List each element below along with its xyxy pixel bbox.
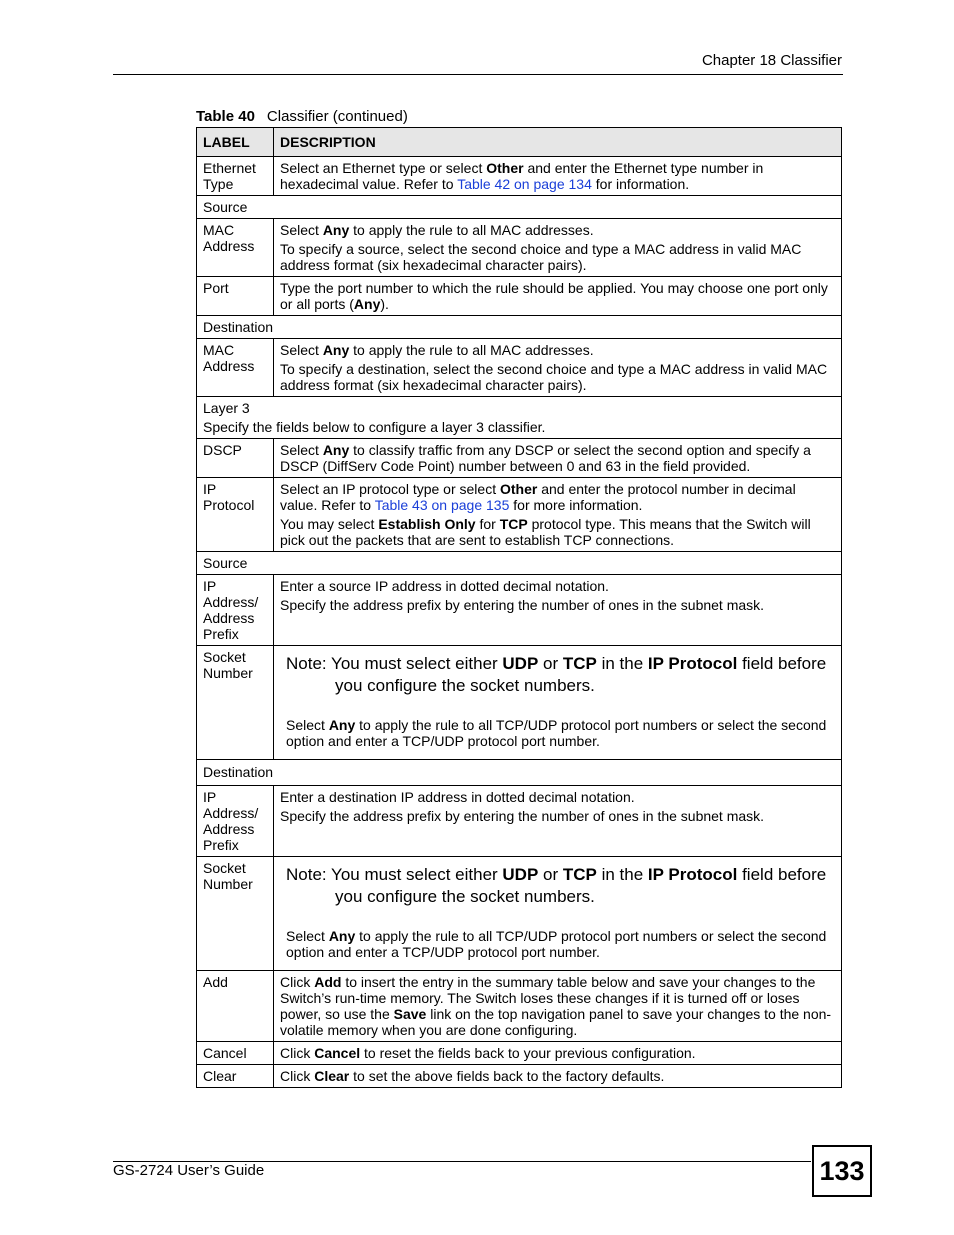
text-run: in the [596,865,648,884]
bold-term: IP Protocol [647,865,738,884]
bold-term: Add [314,974,342,990]
row-description [274,277,842,316]
text-run: to apply the rule to all TCP/UDP protocol port numbers or select the second option and enter a TCP/UDP protocol port number. [286,928,827,960]
row-label: Clear [197,1065,274,1088]
text-run: Select an IP protocol type or select [280,481,500,497]
text-run: Select an Ethernet type or select [280,160,487,176]
text-run: Click [280,1068,315,1084]
text-run: to insert the entry in the summary table below and save your changes to the Switch’s run-time memory. The Switch loses these changes if it is turned off or loses power, so use the [280,974,816,1022]
bold-term: IP Protocol [647,654,738,673]
row-description [274,646,842,760]
description-text [280,160,835,192]
description-text [280,597,835,613]
text-run: Enter a source IP address in dotted decimal notation. [280,578,609,594]
layer3-subtitle: Specify the fields below to configure a layer 3 classifier. [203,419,546,435]
description-text [280,222,835,238]
table-row [197,1042,842,1065]
text-run: To specify a source, select the second choice and type a MAC address in valid MAC address format (six hexadecimal character pairs). [280,241,802,273]
text-run: Select [280,222,323,238]
bold-term: UDP [502,865,539,884]
description-text [280,280,835,312]
description-text [280,241,835,273]
bold-term: TCP [562,654,597,673]
text-run: Enter a destination IP address in dotted decimal notation. [280,789,635,805]
label-column-header: LABEL [197,128,274,157]
row-description [274,786,842,857]
section-row [197,316,842,339]
layer3-title: Layer 3 [203,400,250,416]
bold-term: Other [486,160,524,176]
text-run: field before you configure the socket numbers. [335,865,827,906]
text-run: link on the top navigation panel to save your changes to the non-volatile memory when you are done configuring. [280,1006,832,1038]
section-row [197,760,842,786]
table-row [197,575,842,646]
text-run: and enter the protocol number in decimal value. Refer to [280,481,796,513]
bold-term: Any [328,928,356,944]
row-description [274,478,842,552]
cross-reference-link[interactable]: Table 42 on page 134 [457,176,592,192]
text-run: Select [280,342,323,358]
row-label: MAC Address [197,219,274,277]
row-description [274,971,842,1042]
row-label: Ethernet Type [197,157,274,196]
header-rule [113,74,843,75]
row-label: DSCP [197,439,274,478]
classifier-table [196,127,842,1088]
bold-term: Any [322,222,350,238]
table-title: Classifier (continued) [266,108,408,125]
section-layer3 [197,397,842,439]
table-row [197,157,842,196]
text-run: protocol type. This means that the Switch will pick out the packets that are sent to establish TCP connections. [280,516,811,548]
text-run: Note: You must select either [286,654,503,673]
description-text [280,442,835,474]
section-row [197,196,842,219]
bold-term: Save [393,1006,427,1022]
description-text [280,361,835,393]
row-description [274,857,842,971]
table-row [197,219,842,277]
chapter-header: Chapter 18 Classifier [701,52,842,69]
description-text [280,481,835,513]
section-destination: Destination [197,760,842,786]
row-label: Add [197,971,274,1042]
description-text [280,928,835,960]
description-text [280,1068,835,1084]
description-text [280,974,835,1038]
row-label: Socket Number [197,646,274,760]
bold-term: UDP [502,654,539,673]
text-run: Select [280,442,323,458]
text-run: Note: You must select either [286,865,503,884]
table-row [197,786,842,857]
row-label: MAC Address [197,339,274,397]
text-run: You may select [280,516,379,532]
text-run: ). [380,296,389,312]
description-text [280,717,835,749]
text-run: in the [596,654,648,673]
table-row [197,646,842,760]
description-text [280,342,835,358]
text-run: or [538,865,563,884]
bold-term: Other [499,481,538,497]
row-description [274,439,842,478]
text-run: for more information. [509,497,643,513]
row-label: Port [197,277,274,316]
text-run: to apply the rule to all MAC addresses. [349,342,594,358]
text-run: Click [280,974,315,990]
row-label: IP Protocol [197,478,274,552]
bold-term: Cancel [314,1045,361,1061]
table-row [197,857,842,971]
text-run: to apply the rule to all TCP/UDP protocol port numbers or select the second option and enter a TCP/UDP protocol port number. [286,717,827,749]
text-run: and enter the Ethernet type number in hexadecimal value. Refer to [280,160,764,192]
table-row [197,277,842,316]
bold-term: Clear [314,1068,350,1084]
bold-term: TCP [562,865,597,884]
text-run: to reset the fields back to your previous configuration. [360,1045,696,1061]
bold-term: TCP [499,516,528,532]
note-text [280,860,835,908]
table-row [197,439,842,478]
section-destination: Destination [197,316,842,339]
row-description [274,157,842,196]
text-run: Specify the address prefix by entering the number of ones in the subnet mask. [280,597,765,613]
row-description [274,1042,842,1065]
table-row [197,339,842,397]
page-number: 133 [812,1145,872,1197]
section-row [197,397,842,439]
table-row [197,1065,842,1088]
section-row [197,552,842,575]
table-header-row [197,128,842,157]
bold-term: Any [353,296,381,312]
text-run: to classify traffic from any DSCP or select the second option and specify a DSCP (DiffServ Code Point) number between 0 and 63 in the field provided. [280,442,811,474]
table-row [197,971,842,1042]
text-run: to apply the rule to all MAC addresses. [349,222,594,238]
row-description [274,575,842,646]
description-text [280,808,835,824]
table-caption [196,108,408,125]
section-source: Source [197,196,842,219]
table-number: Table 40 [196,108,255,125]
text-run: or [538,654,563,673]
row-description [274,1065,842,1088]
row-description [274,339,842,397]
text-run: for [475,516,500,532]
text-run: Specify the address prefix by entering the number of ones in the subnet mask. [280,808,765,824]
text-run: for information. [591,176,690,192]
row-label: IP Address/ Address Prefix [197,786,274,857]
note-text [280,649,835,697]
bold-term: Any [322,342,350,358]
text-run: Type the port number to which the rule should be applied. You may choose one port only or all ports ( [280,280,828,312]
row-label: IP Address/ Address Prefix [197,575,274,646]
row-description [274,219,842,277]
bold-term: Any [322,442,350,458]
row-label: Socket Number [197,857,274,971]
description-text [280,516,835,548]
text-run: To specify a destination, select the second choice and type a MAC address in valid MAC address format (six hexadecimal character pairs). [280,361,828,393]
description-text [280,578,835,594]
cross-reference-link[interactable]: Table 43 on page 135 [374,497,510,513]
guide-title: GS-2724 User’s Guide [113,1162,265,1179]
text-run: Select [286,928,329,944]
table-row [197,478,842,552]
description-text [280,789,835,805]
text-run: field before you configure the socket numbers. [335,654,827,695]
row-label: Cancel [197,1042,274,1065]
text-run: to set the above fields back to the factory defaults. [349,1068,665,1084]
bold-term: Any [328,717,356,733]
section-source: Source [197,552,842,575]
bold-term: Establish Only [378,516,476,532]
text-run: Select [286,717,329,733]
text-run: Click [280,1045,315,1061]
description-text [280,1045,835,1061]
description-column-header: DESCRIPTION [274,128,842,157]
